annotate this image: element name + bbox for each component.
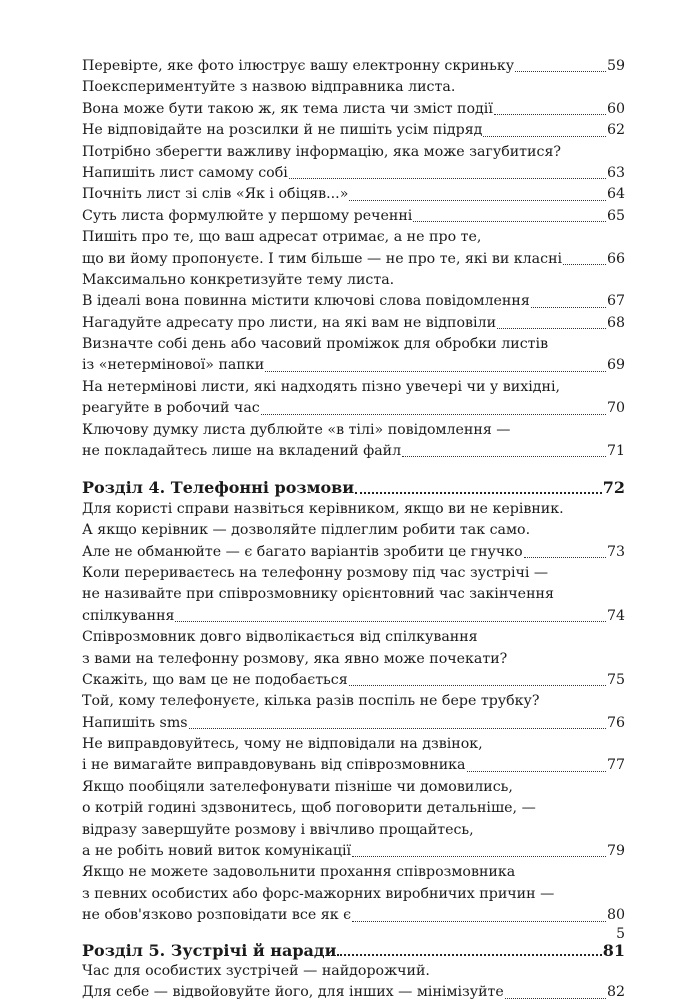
section-gap — [82, 927, 625, 940]
toc-entry-line — [82, 982, 625, 1003]
dot-leader — [352, 917, 606, 922]
toc-page-number: 62 — [606, 122, 625, 139]
table-of-contents — [82, 56, 625, 1004]
dot-leader — [467, 767, 606, 772]
toc-entry-line — [82, 649, 625, 670]
toc-entry-text: з певних особистих або форс-мажорних виробничих причин — — [82, 885, 555, 902]
toc-entry-line — [82, 884, 625, 905]
toc-entry-line — [82, 713, 625, 734]
toc-entry-text: відразу завершуйте розмову і ввічливо прощайтесь, — [82, 821, 474, 838]
toc-page-number: 60 — [606, 100, 625, 117]
toc-page-number: 74 — [606, 607, 625, 624]
toc-entry-text: що ви йому пропонуєте. І тим більше — не про те, які ви класні — [82, 250, 563, 267]
toc-entry-text: Час для особистих зустрічей — найдорожчий. — [82, 963, 430, 979]
toc-entry-line — [82, 862, 625, 883]
toc-entry-text: реагуйте в робочий час — [82, 400, 260, 417]
toc-page-number: 77 — [606, 757, 625, 774]
toc-entry-line — [82, 184, 625, 205]
toc-entry-text: Якщо не можете задовольнити прохання співрозмовника — [82, 864, 516, 881]
dot-leader — [265, 367, 606, 372]
toc-entry-line — [82, 756, 625, 777]
toc-entry-text: не обов'язково розповідати все як є — [82, 907, 352, 924]
toc-entry-text: Не виправдовуйтесь, чому не відповідали на дзвінок, — [82, 736, 483, 753]
dot-leader — [175, 617, 605, 622]
dot-leader — [494, 110, 606, 115]
dot-leader — [352, 852, 606, 857]
toc-entry-line — [82, 627, 625, 648]
dot-leader — [483, 132, 606, 137]
toc-entry-text: Співрозмовник довго відволікається від спілкування — [82, 629, 478, 646]
toc-entry-line — [82, 377, 625, 398]
toc-entry-text: Розділ 4. Телефонні розмови — [82, 478, 355, 498]
toc-entry-text: На нетермінові листи, які надходять пізно увечері чи у вихідні, — [82, 378, 560, 395]
toc-entry-text: В ідеалі вона повинна містити ключові слова повідомлення — [82, 293, 530, 310]
toc-entry-line — [82, 163, 625, 184]
toc-entry-line — [82, 820, 625, 841]
toc-page-number: 75 — [606, 671, 625, 688]
toc-section-title — [82, 940, 625, 961]
toc-page-number: 65 — [606, 207, 625, 224]
toc-entry-text: Максимально конкретизуйте тему листа. — [82, 271, 395, 288]
toc-section-title — [82, 477, 625, 498]
toc-entry-text: не покладайтесь лише на вкладений файл — [82, 443, 402, 460]
toc-entry-text: з вами на телефонну розмову, яка явно може почекати? — [82, 650, 508, 667]
dot-leader — [261, 410, 606, 415]
toc-entry-line — [82, 691, 625, 712]
toc-entry-text: Для користі справи назвіться керівником, якщо ви не керівник. — [82, 500, 564, 517]
dot-leader — [413, 217, 606, 222]
toc-entry-text: Нагадуйте адресату про листи, на які вам не відповіли — [82, 314, 497, 331]
dot-leader — [349, 681, 606, 686]
toc-entry-text: Пишіть про те, що ваш адресат отримає, а не про те, — [82, 229, 482, 246]
toc-page-number: 67 — [606, 293, 625, 310]
dot-leader — [563, 260, 606, 265]
toc-entry-text: Коли перериваєтесь на телефонну розмову під час зустрічі — — [82, 564, 549, 581]
toc-entry-line — [82, 77, 625, 98]
toc-entry-line — [82, 798, 625, 819]
toc-entry-text: спілкування — [82, 607, 175, 624]
dot-leader — [531, 303, 606, 308]
toc-entry-line — [82, 398, 625, 419]
toc-page-number: 71 — [606, 443, 625, 460]
toc-entry-text: Вона може бути такою ж, як тема листа чи зміст події — [82, 100, 493, 117]
toc-entry-text: Ключову думку листа дублюйте «в тілі» повідомлення — — [82, 421, 511, 438]
toc-entry-line — [82, 206, 625, 227]
toc-entry-line — [82, 841, 625, 862]
dot-leader — [524, 553, 606, 558]
toc-entry-line — [82, 542, 625, 563]
toc-entry-line — [82, 520, 625, 541]
toc-entry-line — [82, 499, 625, 520]
toc-entry-line — [82, 227, 625, 248]
toc-entry-text: Поекспериментуйте з назвою відправника листа. — [82, 79, 456, 96]
toc-page-number: 63 — [606, 164, 625, 181]
toc-entry-line — [82, 99, 625, 120]
toc-entry-text: Той, кому телефонуєте, кілька разів поспіль не бере трубку? — [82, 693, 540, 710]
toc-entry-text: не називайте при співрозмовнику орієнтовний час закінчення — [82, 586, 554, 603]
dot-leader — [497, 324, 606, 329]
toc-entry-line — [82, 670, 625, 691]
toc-page-number: 79 — [606, 843, 625, 860]
toc-entry-line — [82, 249, 625, 270]
toc-page-number: 73 — [606, 543, 625, 560]
toc-page-number: 59 — [606, 57, 625, 74]
toc-entry-text: і не вимагайте виправдовувань від співрозмовника — [82, 757, 466, 774]
toc-entry-line — [82, 355, 625, 376]
toc-entry-line — [82, 961, 625, 982]
toc-page-number: 76 — [606, 714, 625, 731]
dot-leader — [289, 174, 606, 179]
toc-entry-line — [82, 420, 625, 441]
toc-entry-text: о котрій годині здзвонитесь, щоб поговорити детальніше, — — [82, 800, 536, 817]
toc-page-number: 66 — [606, 250, 625, 267]
toc-entry-line — [82, 270, 625, 291]
toc-entry-text: Суть листа формулюйте у першому реченні — [82, 207, 413, 224]
toc-entry-line — [82, 142, 625, 163]
toc-entry-line — [82, 291, 625, 312]
toc-entry-line — [82, 334, 625, 355]
toc-entry-line — [82, 441, 625, 462]
toc-page-number: 64 — [606, 186, 625, 203]
toc-entry-line — [82, 734, 625, 755]
toc-page-number: 81 — [602, 940, 625, 960]
toc-entry-text: Для себе — відвойовуйте його, для інших — мінімізуйте — [82, 984, 504, 1001]
section-gap — [82, 462, 625, 477]
toc-entry-text: Але не обманюйте — є багато варіантів зробити це гнучко — [82, 543, 523, 560]
toc-entry-line — [82, 777, 625, 798]
toc-entry-line — [82, 905, 625, 926]
toc-entry-line — [82, 563, 625, 584]
toc-entry-text: Напишіть лист самому собі — [82, 164, 288, 181]
dot-leader — [355, 488, 602, 494]
toc-page-number: 70 — [606, 400, 625, 417]
toc-entry-line — [82, 313, 625, 334]
toc-entry-text: Почніть лист зі слів «Як і обіцяв...» — [82, 186, 349, 203]
toc-entry-line — [82, 584, 625, 605]
dot-leader — [402, 452, 606, 457]
toc-entry-line — [82, 606, 625, 627]
toc-entry-text: А якщо керівник — дозволяйте підлеглим робити так само. — [82, 522, 531, 539]
page-number: 5 — [616, 926, 625, 942]
toc-entry-text: а не робіть новий виток комунікації — [82, 843, 352, 860]
dot-leader — [349, 196, 606, 201]
toc-entry-line — [82, 56, 625, 77]
toc-entry-text: Визначте собі день або часовий проміжок для обробки листів — [82, 336, 549, 353]
dot-leader — [515, 67, 606, 72]
toc-page-number: 72 — [602, 478, 625, 498]
toc-page-number: 80 — [606, 907, 625, 924]
toc-entry-text: Розділ 5. Зустрічі й наради — [82, 940, 337, 960]
toc-entry-text: Потрібно зберегти важливу інформацію, яка може загубитися? — [82, 143, 561, 160]
toc-entry-line — [82, 120, 625, 141]
toc-entry-text: Перевірте, яке фото ілюструє вашу електронну скриньку — [82, 57, 515, 74]
toc-entry-text: із «нетермінової» папки — [82, 357, 265, 374]
toc-entry-text: Не відповідайте на розсилки й не пишіть усім підряд — [82, 122, 483, 139]
dot-leader — [189, 724, 606, 729]
toc-page-number: 82 — [606, 984, 625, 1001]
toc-entry-text: Скажіть, що вам це не подобається — [82, 671, 348, 688]
dot-leader — [337, 950, 601, 956]
toc-entry-text: Якщо пообіцяли зателефонувати пізніше чи домовились, — [82, 778, 513, 795]
toc-page-number: 69 — [606, 357, 625, 374]
dot-leader — [505, 994, 606, 999]
toc-page-number: 68 — [606, 314, 625, 331]
toc-entry-text: Напишіть sms — [82, 714, 188, 731]
